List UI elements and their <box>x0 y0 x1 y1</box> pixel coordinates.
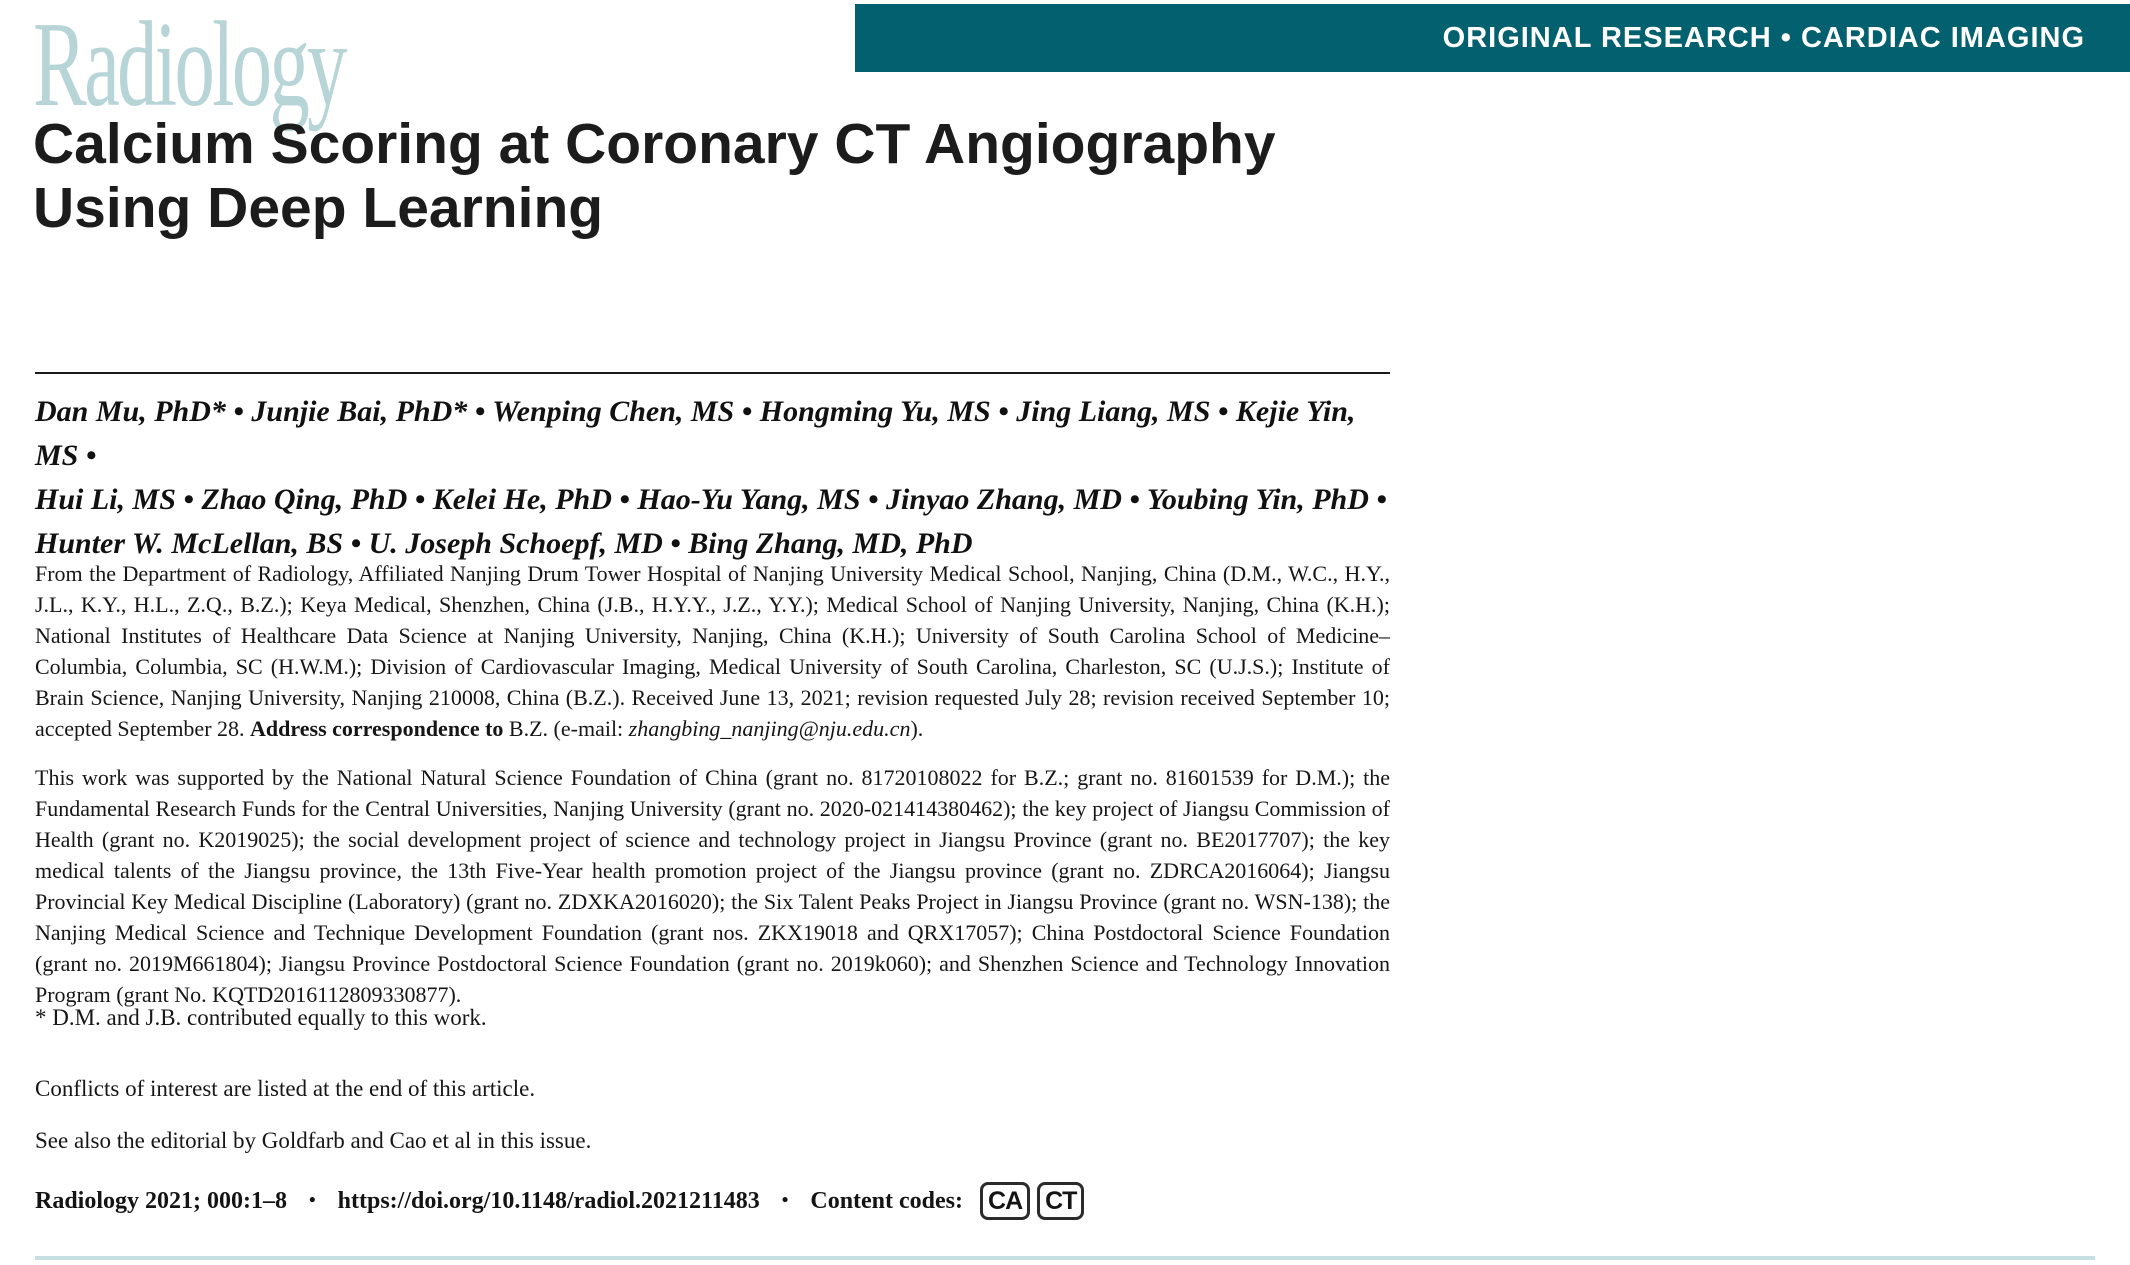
content-codes-label: Content codes: <box>810 1187 964 1214</box>
article-type-banner <box>855 4 2130 72</box>
title-divider-rule <box>35 372 1390 374</box>
author-list <box>35 390 1405 566</box>
correspondence-label: Address correspondence to <box>250 716 504 741</box>
doi-link[interactable]: https://doi.org/10.1148/radiol.2021211483 <box>337 1187 760 1214</box>
article-type-label: ORIGINAL RESEARCH • CARDIAC IMAGING <box>1442 21 2085 54</box>
article-title-line2: Using Deep Learning <box>33 176 604 240</box>
affiliations-text: From the Department of Radiology, Affiliated Nanjing Drum Tower Hospital of Nanjing University Medical School, Nanjing, China (D.M., W.C., H.Y., J.L., K.Y., H.L., Z.Q., B.Z.); Keya Medical, Shenzhen, China (J.B., H.Y.Y., J.Z., Y.Y.); Medical School of Nanjing University, Nanjing, China (K.H.); National Institutes of Healthcare Data Science at Nanjing University, Nanjing, China (K.H.); University of South Carolina School of Medicine–Columbia, Columbia, SC (H.W.M.); Division of Cardiovascular Imaging, Medical University of South Carolina, Charleston, SC (U.J.S.); Institute of Brain Science, Nanjing University, Nanjing 210008, China (B.Z.). Received June 13, 2021; revision requested July 28; revision received September 10; accepted September 28. <box>35 561 1390 741</box>
content-code-badge-ca: CA <box>980 1182 1030 1220</box>
article-title-line1: Calcium Scoring at Coronary CT Angiography <box>33 112 1276 176</box>
article-title <box>33 112 1276 240</box>
correspondence-tail-text: ). <box>910 716 924 741</box>
journal-logo: Radiology <box>33 0 345 132</box>
affiliations-paragraph <box>35 558 1390 744</box>
content-code-badge-ct: CT <box>1037 1182 1084 1220</box>
journal-reference: Radiology 2021; 000:1–8 <box>35 1187 287 1214</box>
conflicts-of-interest-note: Conflicts of interest are listed at the end of this article. <box>35 1076 536 1101</box>
bullet-separator: • <box>309 1190 316 1211</box>
citation-line <box>35 1182 1084 1220</box>
author-line: Dan Mu, PhD* • Junjie Bai, PhD* • Wenping Chen, MS • Hongming Yu, MS • Jing Liang, MS • Kejie Yin, MS • <box>35 395 1356 472</box>
correspondence-email: zhangbing_nanjing@nju.edu.cn <box>628 716 911 741</box>
bottom-divider-rule <box>35 1256 2095 1260</box>
editorial-reference-note: See also the editorial by Goldfarb and Cao et al in this issue. <box>35 1128 592 1153</box>
bullet-separator: • <box>781 1190 789 1211</box>
author-line: Hui Li, MS • Zhao Qing, PhD • Kelei He, PhD • Hao-Yu Yang, MS • Jinyao Zhang, MD • Youbing Yin, PhD • <box>35 483 1387 516</box>
funding-paragraph: This work was supported by the National Natural Science Foundation of China (grant no. 81720108022 for B.Z.; grant no. 81601539 for D.M.); the Fundamental Research Funds for the Central Universities, Nanjing University (grant no. 2020-021414380462); the key project of Jiangsu Commission of Health (grant no. K2019025); the social development project of science and technology project in Jiangsu Province (grant no. BE2017707); the key medical talents of the Jiangsu province, the 13th Five-Year health promotion project of the Jiangsu province (grant no. ZDRCA2016064); Jiangsu Provincial Key Medical Discipline (Laboratory) (grant no. ZDXKA2016020); the Six Talent Peaks Project in Jiangsu Province (grant no. WSN-138); the Nanjing Medical Science and Technique Development Foundation (grant nos. ZKX19018 and QRX17057); China Postdoctoral Science Foundation (grant no. 2019M661804); Jiangsu Province Postdoctoral Science Foundation (grant no. 2019k060); and Shenzhen Science and Technology Innovation Program (grant No. KQTD2016112809330877). <box>35 765 1390 1007</box>
equal-contribution-footnote: * D.M. and J.B. contributed equally to this work. <box>35 1005 487 1030</box>
author-line: Hunter W. McLellan, BS • U. Joseph Schoepf, MD • Bing Zhang, MD, PhD <box>35 527 973 560</box>
correspondence-mid-text: B.Z. (e-mail: <box>503 716 629 741</box>
